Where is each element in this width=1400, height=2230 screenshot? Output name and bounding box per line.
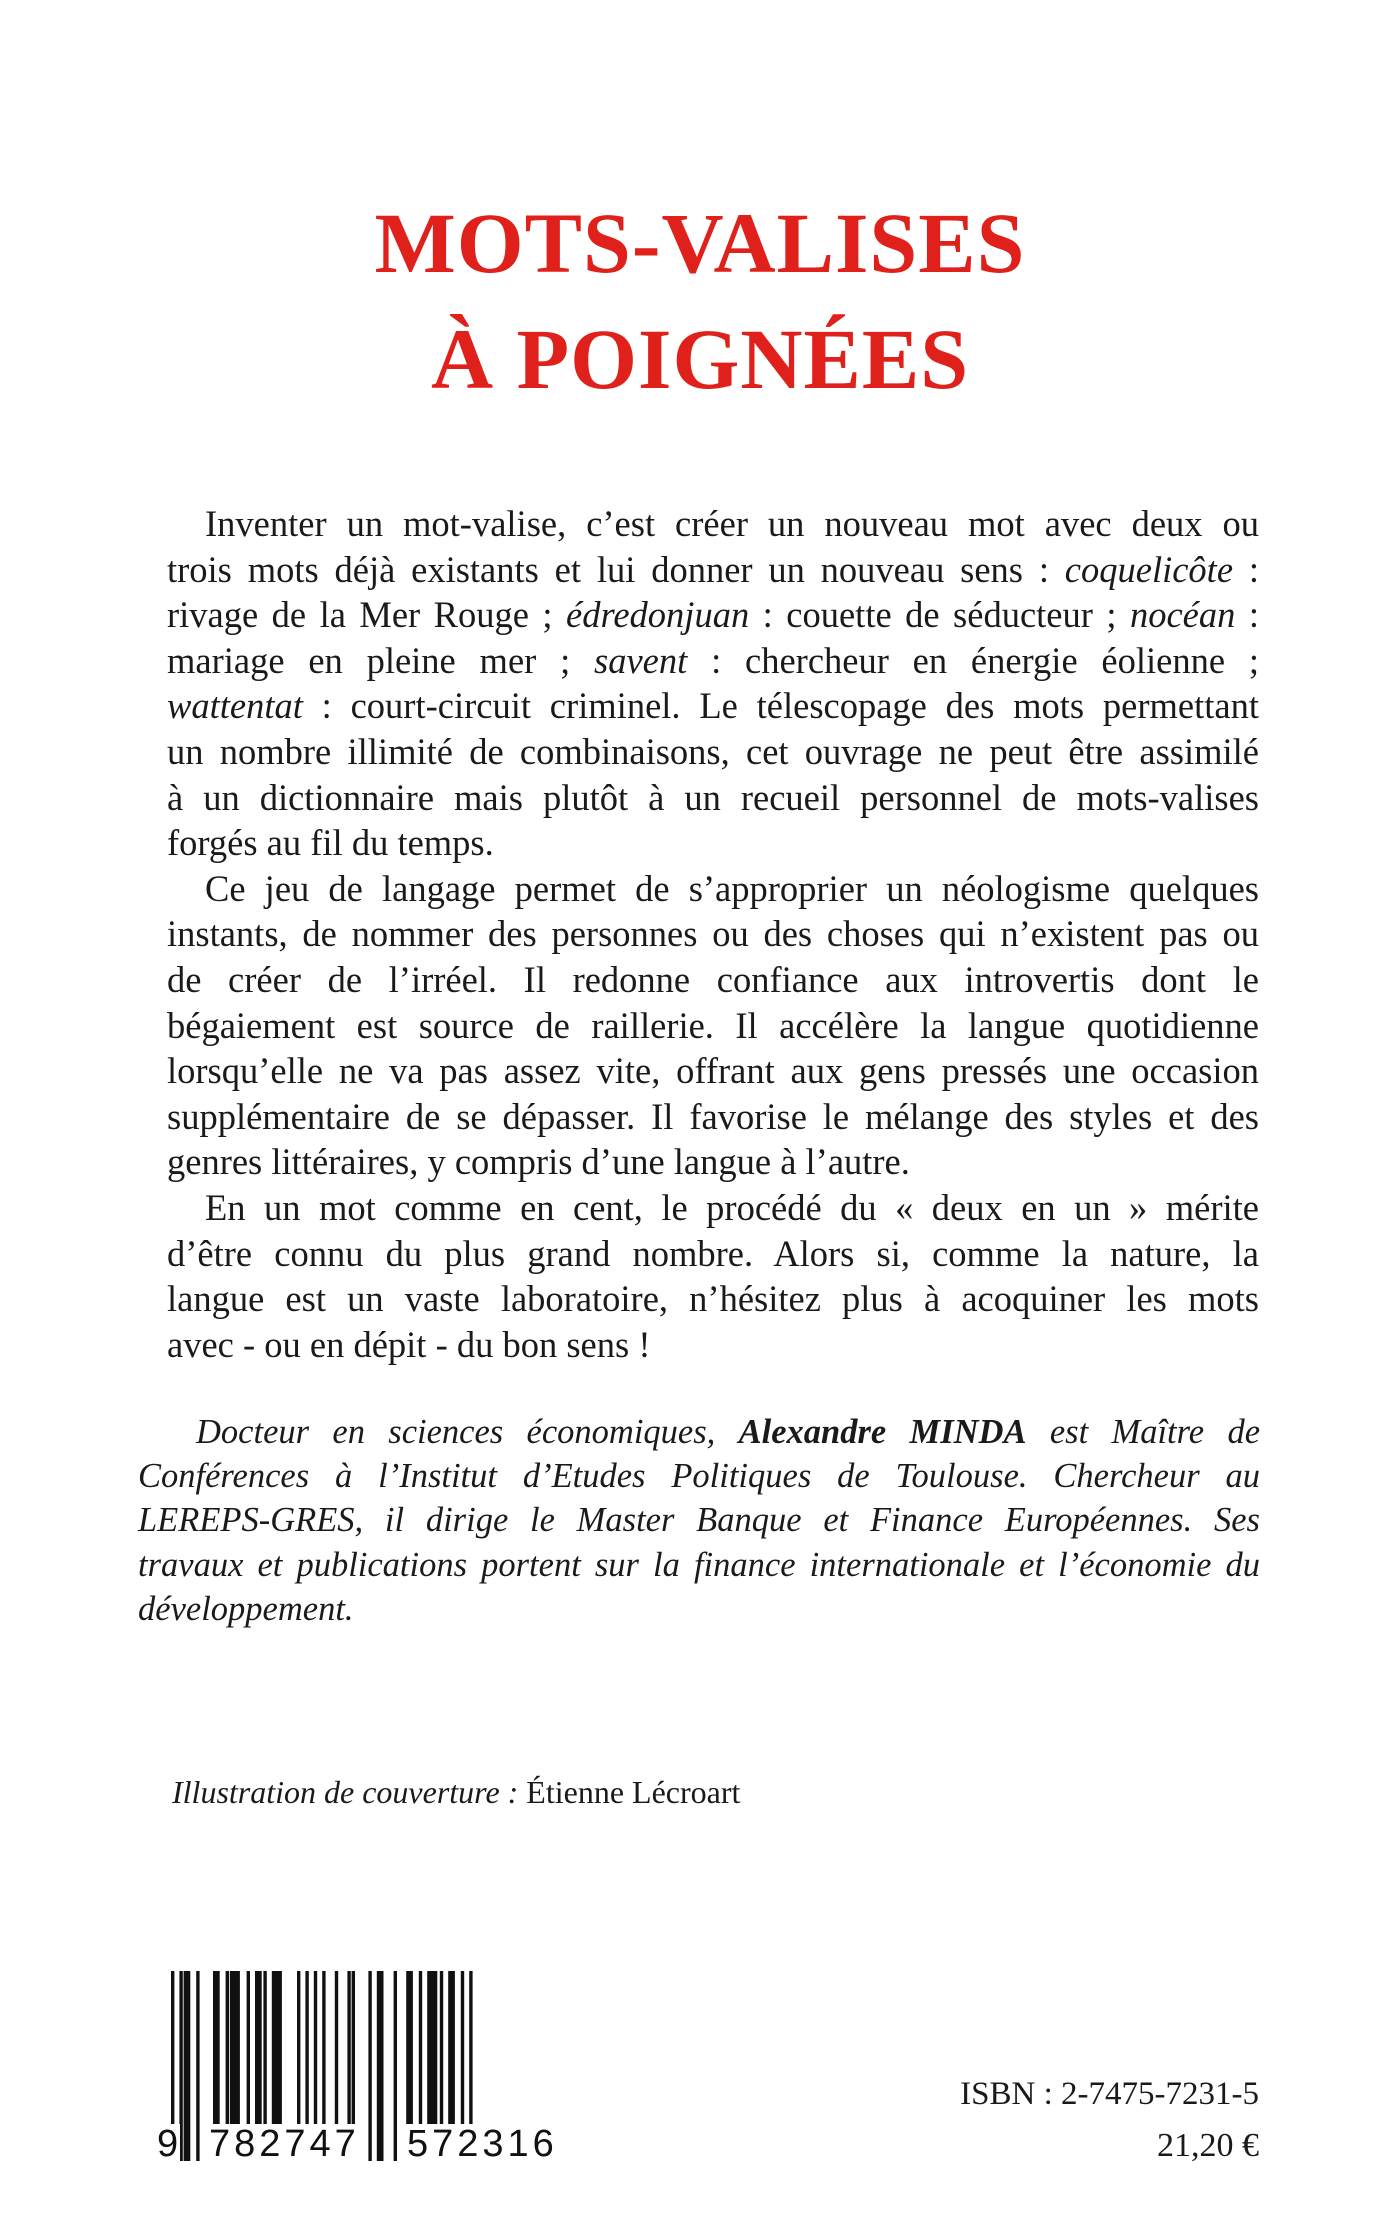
blurb-line: genres littéraires, y compris d’une langue à l’autre. bbox=[167, 1141, 910, 1183]
cover-illustration-credit bbox=[172, 1772, 740, 1812]
blurb-paragraph-2 bbox=[167, 866, 1259, 1185]
title-line-1: MOTS-VALISES bbox=[374, 195, 1026, 291]
blurb-line: En un mot comme en cent, le procédé du « deux en un » mérite bbox=[205, 1186, 1259, 1228]
author-bio bbox=[138, 1410, 1260, 1631]
blurb-line: mariage en pleine mer ; savent : chercheur en énergie éolienne ; bbox=[167, 639, 1260, 681]
author-line: travaux et publications portent sur la finance internationale et l’économie du bbox=[138, 1545, 1260, 1584]
barcode-bar bbox=[377, 1971, 384, 2161]
blurb-line: d’être connu du plus grand nombre. Alors si, comme la nature, la bbox=[167, 1232, 1259, 1274]
author-line: LEREPS-GRES, il dirige le Master Banque et Finance Européennes. Ses bbox=[138, 1501, 1260, 1540]
blurb-line: avec - ou en dépit - du bon sens ! bbox=[167, 1323, 651, 1365]
blurb-line: forgés au fil du temps. bbox=[167, 822, 494, 864]
author-line: Docteur en sciences économiques, Alexandre MINDA est Maître de bbox=[196, 1413, 1261, 1451]
blurb-paragraph-1 bbox=[167, 501, 1259, 866]
blurb-line: de créer de l’irréel. Il redonne confiance aux introvertis dont le bbox=[167, 958, 1259, 1000]
credit-label: Illustration de couverture : bbox=[172, 1774, 519, 1810]
author-line: Conférences à l’Institut d’Etudes Politiques de Toulouse. Chercheur au bbox=[138, 1457, 1260, 1496]
back-cover-blurb bbox=[167, 501, 1259, 1367]
blurb-line: langue est un vaste laboratoire, n’hésitez plus à acoquiner les mots bbox=[167, 1278, 1259, 1320]
blurb-line: wattentat : court-circuit criminel. Le télescopage des mots permettant bbox=[167, 685, 1259, 727]
blurb-line: à un dictionnaire mais plutôt à un recueil personnel de mots-valises bbox=[167, 776, 1259, 818]
barcode-bar bbox=[368, 1971, 371, 2161]
title-line-2: À POIGNÉES bbox=[430, 311, 970, 407]
blurb-line: Inventer un mot-valise, c’est créer un nouveau mot avec deux ou bbox=[205, 503, 1259, 544]
blurb-line: rivage de la Mer Rouge ; édredonjuan : couette de séducteur ; nocéan : bbox=[167, 594, 1259, 636]
book-title bbox=[0, 185, 1400, 417]
isbn: ISBN : 2-7475-7231-5 bbox=[960, 2076, 1259, 2112]
author-line: développement. bbox=[138, 1589, 354, 1628]
barcode-bar bbox=[394, 1971, 397, 2161]
barcode-right-group: 572316 bbox=[407, 2123, 558, 2165]
blurb-line: bégaiement est source de raillerie. Il accélère la langue quotidienne bbox=[167, 1004, 1259, 1046]
blurb-line: lorsqu’elle ne va pas assez vite, offrant aux gens pressés une occasion bbox=[167, 1050, 1259, 1092]
blurb-paragraph-3 bbox=[167, 1185, 1259, 1367]
blurb-line: un nombre illimité de combinaisons, cet ouvrage ne peut être assimilé bbox=[167, 730, 1259, 772]
barcode-left-group: 782747 bbox=[209, 2123, 360, 2165]
blurb-line: Ce jeu de langage permet de s’approprier un néologisme quelques bbox=[205, 867, 1259, 909]
barcode-bar bbox=[184, 1971, 191, 2161]
credit-name: Étienne Lécroart bbox=[518, 1774, 741, 1810]
price: 21,20 € bbox=[1157, 2127, 1259, 2164]
blurb-line: supplémentaire de se dépasser. Il favorise le mélange des styles et des bbox=[167, 1095, 1259, 1137]
blurb-line: trois mots déjà existants et lui donner un nouveau sens : coquelicôte : bbox=[167, 548, 1259, 590]
blurb-line: instants, de nommer des personnes ou des choses qui n’existent pas ou bbox=[167, 913, 1259, 955]
barcode-bar bbox=[196, 1971, 199, 2161]
barcode-first-digit: 9 bbox=[157, 2123, 179, 2165]
